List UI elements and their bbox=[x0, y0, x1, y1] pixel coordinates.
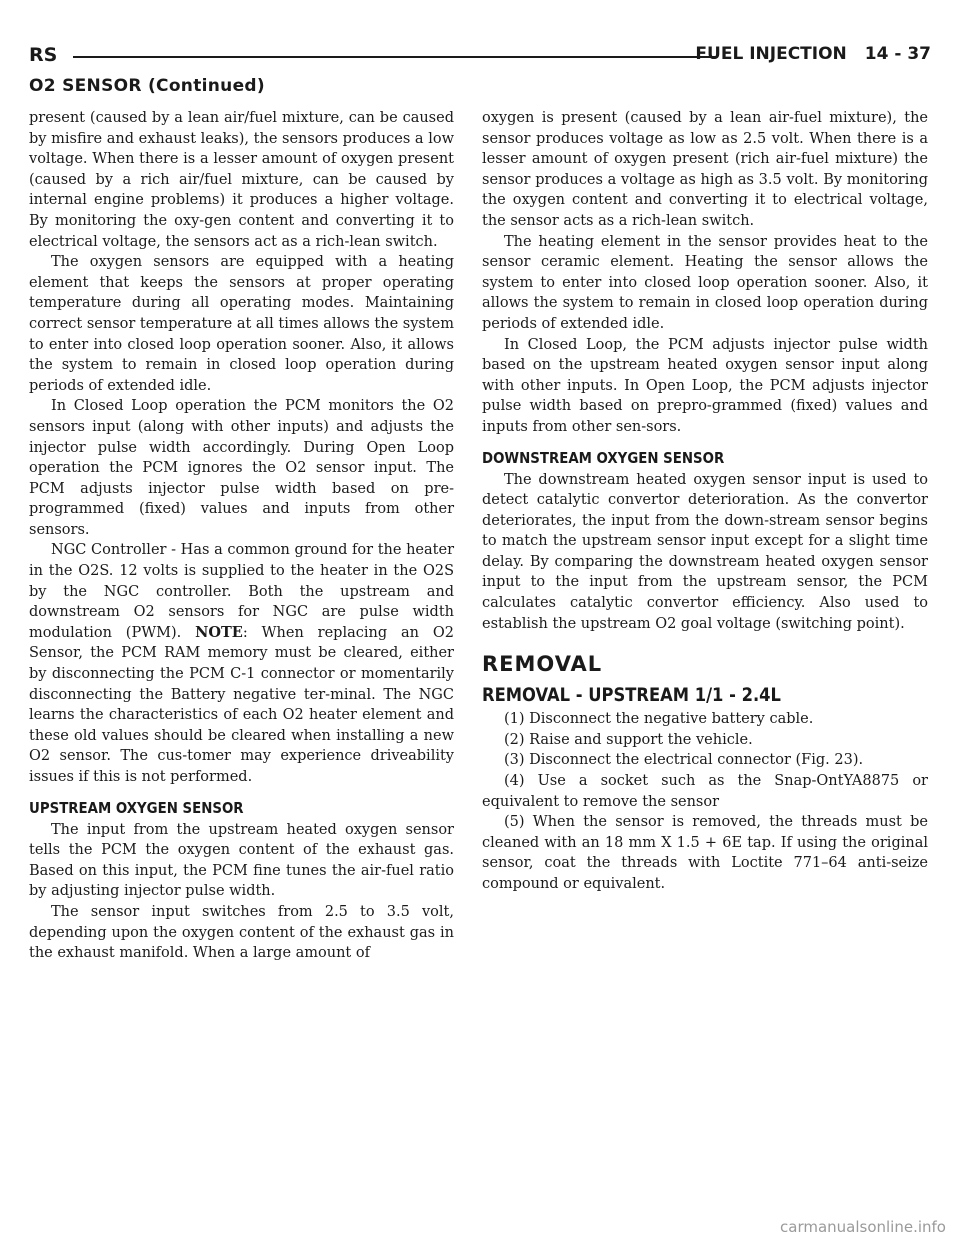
upstream-heading: UPSTREAM OXYGEN SENSOR bbox=[29, 798, 244, 817]
paragraph: In Closed Loop, the PCM adjusts injector pulse width based on the upstream heated oxygen sensor input along with other inputs. In Open Loop, the PCM adjusts injector pulse width based on prepro-grammed (fixed) values and inputs from other sen-sors. bbox=[482, 336, 928, 435]
paragraph: oxygen is present (caused by a lean air-fuel mixture), the sensor produces voltage as low as 2.5 volt. When there is a lesser amount of oxygen present (rich air-fuel mixture) the sensor produces a voltage as high as 3.5 volt. By monitoring the oxygen content and converting it to electrical voltage, the sensor acts as a rich-lean switch. bbox=[482, 110, 928, 229]
watermark: carmanualsonline.info bbox=[780, 1218, 946, 1236]
paragraph: The oxygen sensors are equipped with a heating element that keeps the sensors at proper operating temperature during all operating modes. Maintaining correct sensor temperature at all times allows the system to enter into closed loop operation sooner. Also, it allows the system to remain in closed loop operation during periods of extended idle. bbox=[29, 254, 454, 394]
step-3: (3) Disconnect the electrical connector (Fig. 23). bbox=[504, 752, 864, 769]
downstream-heading: DOWNSTREAM OXYGEN SENSOR bbox=[482, 448, 725, 467]
step-5: (5) When the sensor is removed, the threads must be cleaned with an 18 mm X 1.5 + 6E tap. If using the original sensor, coat the threads with Loctite 771–64 anti-seize compound or equivalent. bbox=[482, 814, 928, 892]
continued-title: O2 SENSOR (Continued) bbox=[29, 76, 265, 96]
step-4: (4) Use a socket such as the Snap-OntYA8875 or equivalent to remove the sensor bbox=[482, 773, 928, 810]
page-header bbox=[29, 44, 931, 74]
header-page-number: 14 - 37 bbox=[864, 44, 931, 64]
paragraph: present (caused by a lean air/fuel mixture, can be caused by misfire and exhaust leaks), the sensors produces a low voltage. When there is a lesser amount of oxygen present (caused by a rich air/fuel mixture, can be caused by internal engine problems) it produces a higher voltage. By monitoring the oxy-gen content and converting it to electrical voltage, the sensors act as a rich-lean switch. bbox=[29, 110, 454, 250]
step-1: (1) Disconnect the negative battery cable. bbox=[504, 711, 814, 728]
header-section bbox=[695, 44, 931, 64]
ngc-text-a: NGC Controller - Has a common ground for the heater in the O2S. 12 volts is supplied to the heater in the O2S by the NGC controller. Both the upstream and downstream O2 sensors for NGC are pulse width modulation (PWM). bbox=[29, 542, 454, 641]
paragraph: The input from the upstream heated oxygen sensor tells the PCM the oxygen content of the exhaust gas. Based on this input, the PCM fine tunes the air-fuel ratio by adjusting injector pulse width. bbox=[29, 821, 454, 900]
right-column bbox=[482, 108, 928, 895]
removal-heading: REMOVAL bbox=[482, 652, 603, 677]
paragraph: In Closed Loop operation the PCM monitors the O2 sensors input (along with other inputs) and adjusts the injector pulse width accordingly. During Open Loop operation the PCM ignores the O2 sensor input. The PCM adjusts injector pulse width based on pre-programmed (fixed) values and inputs from other sensors. bbox=[29, 398, 454, 538]
header-section-title: FUEL INJECTION bbox=[695, 44, 847, 64]
left-column bbox=[29, 108, 454, 964]
note-label: NOTE bbox=[195, 623, 243, 641]
paragraph: The downstream heated oxygen sensor input is used to detect catalytic convertor deterioration. As the convertor deteriorates, the input from the down-stream sensor begins to match the upstream sensor input except for a slight time delay. By comparing the downstream heated oxygen sensor input to the input from the upstream sensor, the PCM calculates catalytic convertor efficiency. Also used to establish the upstream O2 goal voltage (switching point). bbox=[482, 471, 928, 632]
ngc-text-b: : When replacing an O2 Sensor, the PCM RAM memory must be cleared, either by disconnecting the PCM C-1 connector or momentarily disconnecting the Battery negative ter-minal. The NGC learns the characteristics of each O2 heater element and these old values should be cleared when installing a new O2 sensor. The cus-tomer may experience driveability issues if this is not performed. bbox=[29, 624, 454, 785]
step-2: (2) Raise and support the vehicle. bbox=[504, 731, 753, 748]
paragraph: The sensor input switches from 2.5 to 3.5 volt, depending upon the oxygen content of the exhaust gas in the exhaust manifold. When a large amount of bbox=[29, 903, 454, 962]
paragraph: The heating element in the sensor provides heat to the sensor ceramic element. Heating the sensor allows the system to enter into closed loop operation sooner. Also, it allows the system to remain in closed loop operation during periods of extended idle. bbox=[482, 233, 928, 332]
removal-subheading: REMOVAL - UPSTREAM 1/1 - 2.4L bbox=[482, 684, 781, 707]
header-rule bbox=[73, 56, 716, 58]
paragraph-ngc bbox=[29, 540, 454, 787]
header-model-code: RS bbox=[29, 44, 58, 66]
